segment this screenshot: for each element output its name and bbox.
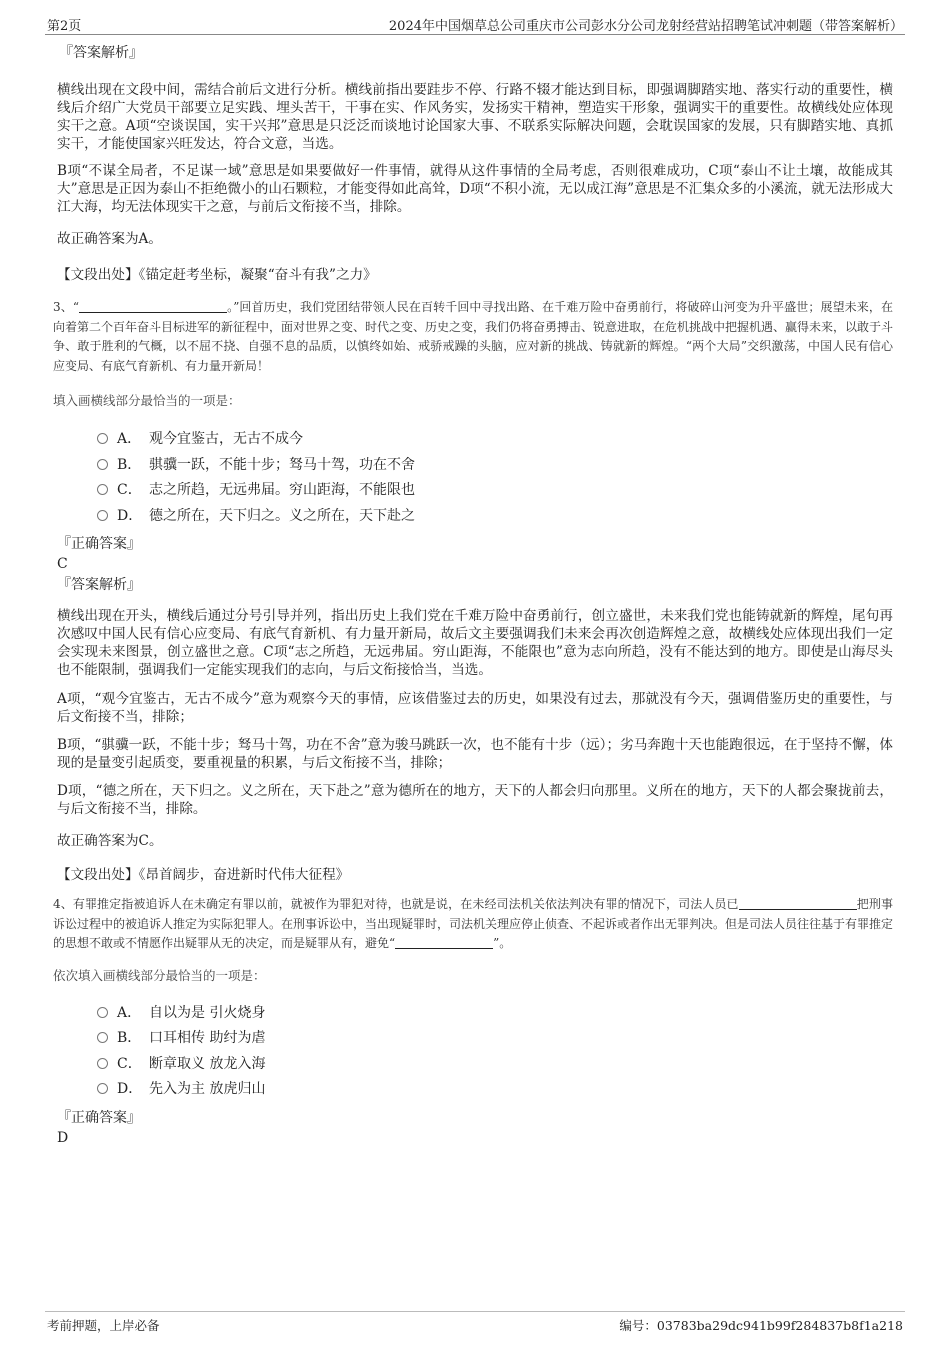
question-body: 把刑事诉讼过程中的被追诉人推定为实际犯罪人。在刑事诉讼中，当出现疑罪时，司法机关理应停止侦查、不起诉或者作出无罪判决。但是司法人员往往基于有罪推定的思想不敢或不情愿作出疑罪从无的决定，而是疑罪从有，避免“ [53,897,894,950]
option-b[interactable]: B． 口耳相传 助纣为虐 [97,1026,893,1052]
fill-blank [395,936,493,949]
answer-conclusion: 故正确答案为C。 [57,833,163,849]
radio-icon[interactable] [97,459,108,470]
answer-conclusion: 故正确答案为A。 [57,231,162,247]
radio-icon[interactable] [97,1058,108,1069]
question-body: 。”回首历史，我们党团结带领人民在百转千回中寻找出路、在千难万险中奋勇前行，将破碎山河变为升平盛世；展望未来，在向着第二个百年奋斗目标进军的新征程中，面对世界之变、时代之变、历史之变，我们仍将奋勇搏击、锐意进取，在危机挑战中把握机遇、赢得未来，以敢于斗争、敢于胜利的气概，以不屈不挠、自强不息的品质，以慎终如始、戒骄戒躁的头脑，应对新的挑战、铸就新的辉煌。“两个大局”交织激荡，中国人民有信心应变局、有底气育新机、有力量开新局！ [53,300,894,373]
option-text: 先入为主 放虎归山 [149,1081,266,1097]
analysis-heading: 『答案解析』 [57,577,141,593]
analysis-paragraph: 横线出现在开头，横线后通过分号引导并列，指出历史上我们党在千难万险中奋勇前行，创立盛世，未来我们党也能铸就新的辉煌，尾句再次感叹中国人民有信心应变局、有底气育新机、有力量开新局，故后文主要强调我们未来会再次创造辉煌之意，故横线处应体现出我们一定会实现未来图景，创立盛世之意。C项“志之所趋，无远弗届。穷山距海，不能限也”意为志向所趋，没有不能达到的地方。即使是山海尽头也不能限制，强调我们一定能实现我们的志向，与后文衔接恰当，当选。 [57,608,893,678]
answer-heading: 『正确答案』 [57,1109,141,1126]
correct-answer: C [57,556,68,572]
analysis-paragraph: B项“不谋全局者，不足谋一域”意思是如果要做好一件事情，就得从这件事情的全局考虑，否则很难成功，C项“泰山不让土壤，故能成其大”意思是正因为泰山不拒绝微小的山石颗粒，才能变得如此高耸，D项“不积小流，无以成江海”意思是不汇集众多的小溪流，就无法形成大江大海，均无法体现实干之意，与前后文衔接不当，排除。 [57,163,893,215]
analysis-paragraph: 横线出现在文段中间，需结合前后文进行分析。横线前指出要跬步不停、行路不辍才能达到目标，即强调脚踏实地、落实行动的重要性，横线后介绍广大党员干部要立足实践、埋头苦干，干事在实、作风务实，发扬实干精神，塑造实干形象，强调实干的重要性。故横线处应体现实干之意。A项“空谈误国，实干兴邦”意思是只泛泛而谈地讨论国家大事、不联系实际解决问题，会耽误国家的发展，只有脚踏实地、真抓实干，才能使国家兴旺发达，符合文意，当选。 [57,82,893,152]
question-body: ”。 [493,936,512,950]
option-d[interactable]: D． 先入为主 放虎归山 [97,1077,893,1103]
option-c[interactable]: C． 断章取义 放龙入海 [97,1052,893,1078]
passage-source: 【文段出处】《锚定赶考坐标，凝聚“奋斗有我”之力》 [57,267,377,283]
footer-slogan: 考前押题，上岸必备 [47,1318,160,1333]
option-d[interactable]: D． 德之所在，天下归之。义之所在，天下赴之 [97,504,893,530]
option-text: 德之所在，天下归之。义之所在，天下赴之 [149,507,415,524]
option-list [57,1001,893,1103]
option-text: 志之所趋，无远弗届。穷山距海，不能限也 [149,482,415,498]
option-text: 骐骥一跃，不能十步；驽马十驾，功在不舍 [149,456,415,473]
question-3-text [53,298,893,376]
analysis-paragraph: A项，“观今宜鉴古，无古不成今”意为观察今天的事情，应该借鉴过去的历史，如果没有过去，那就没有今天，强调借鉴历史的重要性，与后文衔接不当，排除； [57,691,893,725]
analysis-paragraph: B项，“骐骥一跃，不能十步；驽马十驾，功在不舍”意为骏马跳跃一次，也不能有十步（远）；劣马奔跑十天也能跑很远，在于坚持不懈，体现的是量变引起质变，要重视量的积累，与后文衔接不当，排除； [57,737,893,771]
option-text: 断章取义 放龙入海 [149,1055,266,1072]
page-content [53,42,894,1148]
radio-icon[interactable] [97,1083,108,1094]
question-body: 4、有罪推定指被追诉人在未确定有罪以前，就被作为罪犯对待，也就是说，在未经司法机关依法判决有罪的情况下，司法人员已 [53,897,739,911]
analysis-paragraph: D项，“德之所在，天下归之。义之所在，天下赴之”意为德所在的地方，天下的人都会归向那里。义所在的地方，天下的人都会聚拢前去，与后文衔接不当，排除。 [57,783,893,817]
radio-icon[interactable] [97,1032,108,1043]
option-a[interactable]: A． 观今宜鉴古，无古不成今 [97,427,893,453]
answer-heading: 『正确答案』 [57,536,141,552]
page-number: 第2页 [47,19,82,34]
radio-icon[interactable] [97,1007,108,1018]
radio-icon[interactable] [97,433,108,444]
fill-blank [79,300,227,313]
page-footer [45,1311,905,1333]
fill-blank [739,897,857,910]
question-number: 3、“ [53,300,79,314]
option-text: 自以为是 引火烧身 [149,1004,266,1021]
analysis-heading: 『答案解析』 [59,45,143,61]
option-b[interactable]: B． 骐骥一跃，不能十步；驽马十驾，功在不舍 [97,453,893,479]
option-list [57,427,893,529]
option-text: 观今宜鉴古，无古不成今 [149,431,303,447]
document-id: 编号：03783ba29dc941b99f284837b8f1a218 [619,1318,903,1333]
page-header [45,12,905,35]
question-prompt: 填入画横线部分最恰当的一项是： [53,393,241,408]
document-title: 2024年中国烟草总公司重庆市公司彭水分公司龙射经营站招聘笔试冲刺题（带答案解析） [388,19,903,34]
correct-answer: D [57,1129,69,1146]
option-c[interactable]: C． 志之所趋，无远弗届。穷山距海，不能限也 [97,478,893,504]
radio-icon[interactable] [97,484,108,495]
question-prompt: 依次填入画横线部分最恰当的一项是： [53,967,266,983]
question-4-text [53,895,893,954]
option-a[interactable]: A． 自以为是 引火烧身 [97,1001,893,1027]
option-text: 口耳相传 助纣为虐 [149,1030,266,1046]
passage-source: 【文段出处】《昂首阔步，奋进新时代伟大征程》 [57,867,350,883]
radio-icon[interactable] [97,510,108,521]
